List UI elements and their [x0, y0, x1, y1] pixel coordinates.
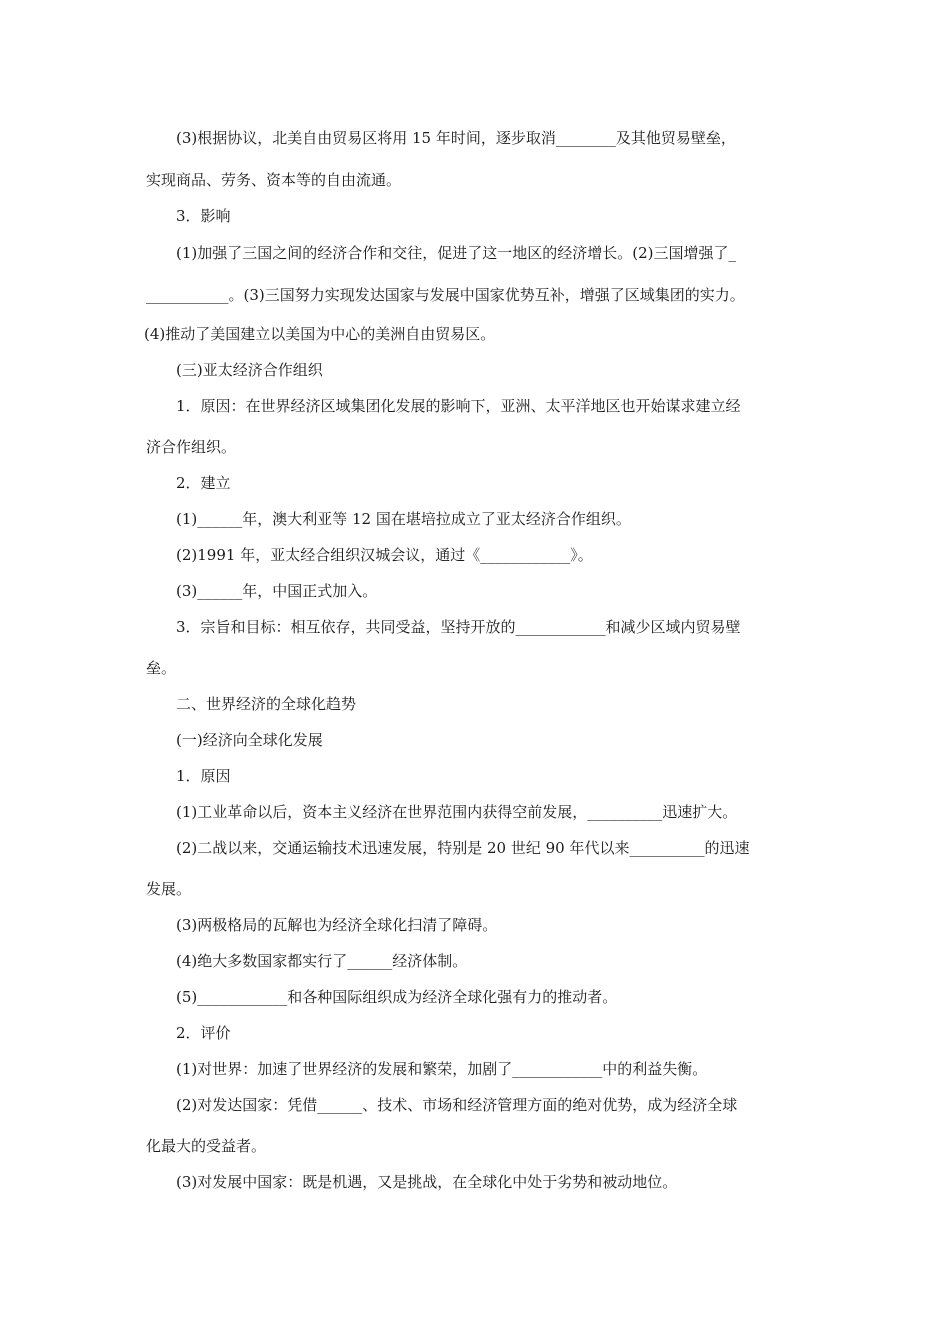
paragraph-line: (4)绝大多数国家都实行了______经济体制。	[176, 952, 468, 970]
section-heading: 3．影响	[176, 207, 231, 225]
paragraph-line: ___________。(3)三国努力实现发达国家与发展中国家优势互补，增强了区域集团的实力。	[146, 286, 745, 304]
paragraph-line: (1)工业革命以后，资本主义经济在世界范围内获得空前发展，__________迅速扩大。	[176, 803, 738, 821]
paragraph-line: (1)加强了三国之间的经济合作和交往，促进了这一地区的经济增长。(2)三国增强了_	[176, 244, 736, 262]
paragraph-line: (3)对发展中国家：既是机遇，又是挑战，在全球化中处于劣势和被动地位。	[176, 1173, 678, 1191]
paragraph-line: (4)推动了美国建立以美国为中心的美洲自由贸易区。	[144, 325, 496, 343]
section-heading: (三)亚太经济合作组织	[176, 361, 323, 379]
paragraph-line: 3．宗旨和目标：相互依存，共同受益，坚持开放的____________和减少区域内贸易壁	[176, 618, 741, 636]
paragraph-line: (2)1991 年，亚太经合组织汉城会议，通过《____________》。	[176, 546, 593, 564]
section-heading: (一)经济向全球化发展	[176, 731, 323, 749]
paragraph-line: 济合作组织。	[146, 438, 237, 456]
paragraph-line: (2)对发达国家：凭借______、技术、市场和经济管理方面的绝对优势，成为经济全球	[176, 1096, 738, 1114]
section-heading: 二、世界经济的全球化趋势	[176, 695, 357, 713]
paragraph-line: 垒。	[146, 659, 177, 677]
paragraph-line: 发展。	[146, 880, 192, 898]
section-heading: 2．评价	[176, 1024, 231, 1042]
paragraph-line: 化最大的受益者。	[146, 1137, 267, 1155]
paragraph-line: (3)______年，中国正式加入。	[176, 582, 378, 600]
paragraph-line: (1)对世界：加速了世界经济的发展和繁荣，加剧了____________中的利益失衡。	[176, 1060, 708, 1078]
paragraph-line: (3)两极格局的瓦解也为经济全球化扫清了障碍。	[176, 916, 498, 934]
paragraph-line: 实现商品、劳务、资本等的自由流通。	[146, 171, 402, 189]
paragraph-line: 1．原因：在世界经济区域集团化发展的影响下，亚洲、太平洋地区也开始谋求建立经	[176, 397, 741, 415]
paragraph-line: (1)______年，澳大利亚等 12 国在堪培拉成立了亚太经济合作组织。	[176, 510, 631, 528]
paragraph-line: (2)二战以来，交通运输技术迅速发展，特别是 20 世纪 90 年代以来__________的迅速	[176, 839, 750, 857]
section-heading: 1．原因	[176, 767, 231, 785]
section-heading: 2．建立	[176, 474, 231, 492]
paragraph-line: (3)根据协议，北美自由贸易区将用 15 年时间，逐步取消________及其他贸易壁垒，	[176, 129, 736, 147]
paragraph-line: (5)____________和各种国际组织成为经济全球化强有力的推动者。	[176, 988, 618, 1006]
